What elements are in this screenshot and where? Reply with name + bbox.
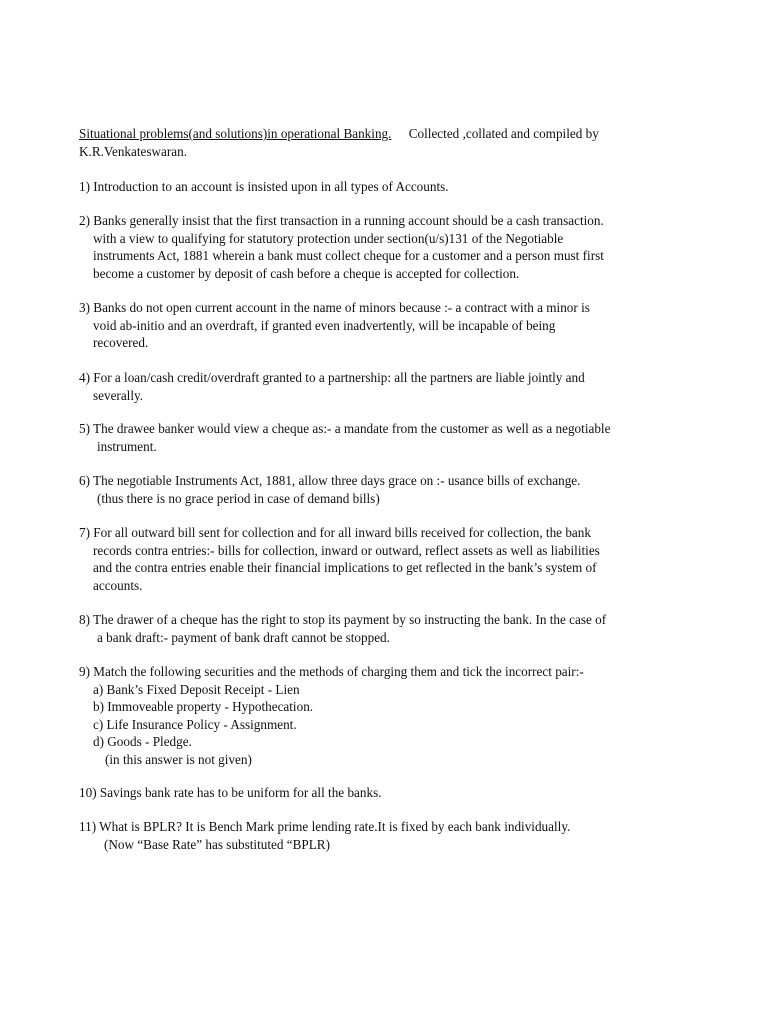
list-item	[79, 472, 719, 507]
item-line: (thus there is no grace period in case of demand bills)	[97, 490, 380, 506]
document-author: K.R.Venkateswaran.	[79, 143, 188, 159]
item-line: 1) Introduction to an account is insisted upon in all types of Accounts.	[79, 179, 449, 194]
list-item	[79, 369, 719, 404]
item-line: 2) Banks generally insist that the first transaction in a running account should be a cash transaction.	[79, 213, 604, 228]
item-line: accounts.	[93, 577, 143, 593]
item-line: and the contra entries enable their financial implications to get reflected in the bank’s system of	[93, 560, 597, 576]
item-line: d) Goods - Pledge.	[93, 734, 192, 750]
item-line: with a view to qualifying for statutory protection under section(u/s)131 of the Negotiable	[93, 230, 564, 246]
item-line: 9) Match the following securities and the methods of charging them and tick the incorrect pair:-	[79, 664, 584, 679]
item-line: (Now “Base Rate” has substituted “BPLR)	[104, 836, 330, 852]
item-line: instrument.	[97, 438, 157, 454]
item-line: 5) The drawee banker would view a cheque as:- a mandate from the customer as well as a negotiable	[79, 421, 611, 436]
list-item	[79, 818, 719, 853]
item-line: 7) For all outward bill sent for collection and for all inward bills received for collection, the bank	[79, 525, 591, 540]
list-item	[79, 524, 719, 594]
item-line: severally.	[93, 387, 144, 403]
list-item	[79, 212, 719, 282]
list-item	[79, 611, 719, 646]
item-line: 8) The drawer of a cheque has the right to stop its payment by so instructing the bank. In the case of	[79, 612, 607, 627]
item-line: a) Bank’s Fixed Deposit Receipt - Lien	[93, 681, 300, 697]
header-line	[79, 125, 719, 143]
document-credit: Collected ,collated and compiled by	[408, 126, 599, 141]
item-line: 6) The negotiable Instruments Act, 1881, allow three days grace on :- usance bills of exchange.	[79, 473, 581, 488]
item-line: instruments Act, 1881 wherein a bank must collect cheque for a customer and a person must first	[93, 248, 604, 264]
item-line: (in this answer is not given)	[105, 751, 252, 767]
list-item	[79, 420, 719, 455]
item-line: records contra entries:- bills for collection, inward or outward, reflect assets as well as liabilities	[93, 542, 600, 558]
item-line: b) Immoveable property - Hypothecation.	[93, 699, 314, 715]
item-line: 10) Savings bank rate has to be uniform for all the banks.	[79, 785, 382, 800]
item-line: a bank draft:- payment of bank draft cannot be stopped.	[97, 629, 390, 645]
item-line: 3) Banks do not open current account in the name of minors because :- a contract with a minor is	[79, 300, 590, 315]
list-item	[79, 299, 719, 352]
list-item	[79, 784, 719, 802]
list-item	[79, 663, 719, 769]
item-line: void ab-initio and an overdraft, if granted even inadvertently, will be incapable of being	[93, 317, 556, 333]
item-line: c) Life Insurance Policy - Assignment.	[93, 716, 297, 732]
item-line: 4) For a loan/cash credit/overdraft granted to a partnership: all the partners are liable jointly and	[79, 370, 585, 385]
item-line: 11) What is BPLR? It is Bench Mark prime lending rate.It is fixed by each bank individually.	[79, 819, 571, 834]
item-line: recovered.	[93, 335, 149, 351]
document-title: Situational problems(and solutions)in operational Banking.	[79, 126, 392, 141]
document-header	[79, 125, 719, 160]
list-item	[79, 178, 719, 196]
item-line: become a customer by deposit of cash before a cheque is accepted for collection.	[93, 265, 520, 281]
